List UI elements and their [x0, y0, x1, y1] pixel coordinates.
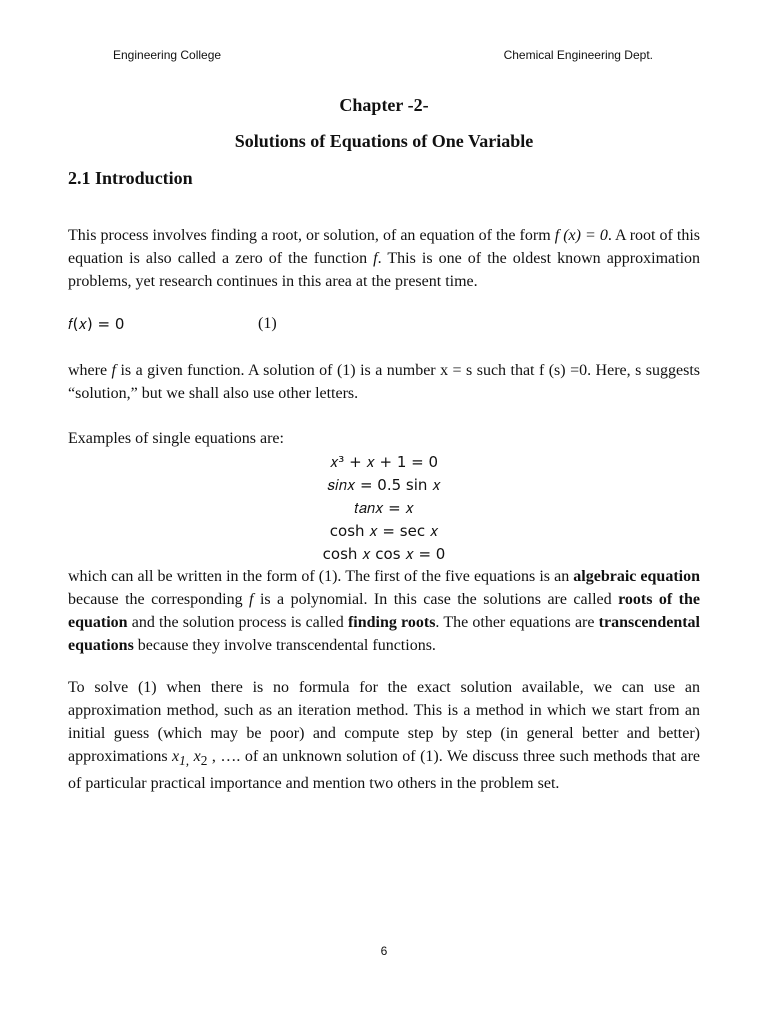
equation-1 — [68, 315, 277, 334]
example-equation: 𝑠𝑖𝑛𝑥 = 0.5 sin 𝑥 — [327, 476, 441, 494]
example-equation: 𝑥³ + 𝑥 + 1 = 0 — [329, 453, 439, 471]
classification-paragraph: which can all be written in the form of (1). The first of the five equations is an algebraic equation because the corresponding f is a polynomial. In this case the solutions are called roots of the equation and the solution process is called finding roots. The other equations are transcendental equations because they involve transcendental functions. — [68, 568, 700, 654]
equation-1-expr: 𝑓(𝑥) = 0 — [68, 315, 125, 333]
definition-paragraph: where f is a given function. A solution of (1) is a number x = s such that f (s) =0. Here, s suggests “solution,” but we shall also use other letters. — [68, 362, 700, 402]
example-equation: cosh 𝑥 = sec 𝑥 — [329, 522, 439, 540]
equation-1-number: (1) — [258, 315, 277, 332]
methods-paragraph: To solve (1) when there is no formula for the exact solution available, we can use an approximation method, such as an iteration method. This is a method in which we start from an initial guess (which may be poor) and compute step by step (in general better and better) approximations $x_{1,}$ $x_2$ , …. of an unknown solution of (1). We discuss three such methods that are of particular practical importance and mention two others in the problem set. — [68, 679, 701, 793]
section-heading: 2.1 Introduction — [68, 168, 193, 188]
chapter-title: Solutions of Equations of One Variable — [234, 131, 534, 151]
intro-paragraph: This process involves finding a root, or solution, of an equation of the form f (x) = 0. A root of this equation is also called a zero of the function f. This is one of the oldest known approximation problems, yet research continues in this area at the present time. — [68, 227, 701, 290]
examples-list — [0, 451, 768, 566]
example-equation: 𝑡𝑎𝑛𝑥 = 𝑥 — [354, 499, 414, 517]
example-equation: cosh 𝑥 cos 𝑥 = 0 — [322, 545, 446, 563]
header-right: Chemical Engineering Dept. — [503, 48, 653, 62]
header-left: Engineering College — [113, 48, 222, 62]
page-number: 6 — [380, 944, 388, 958]
chapter-heading: Chapter -2- — [339, 95, 429, 115]
examples-intro: Examples of single equations are: — [68, 430, 284, 447]
